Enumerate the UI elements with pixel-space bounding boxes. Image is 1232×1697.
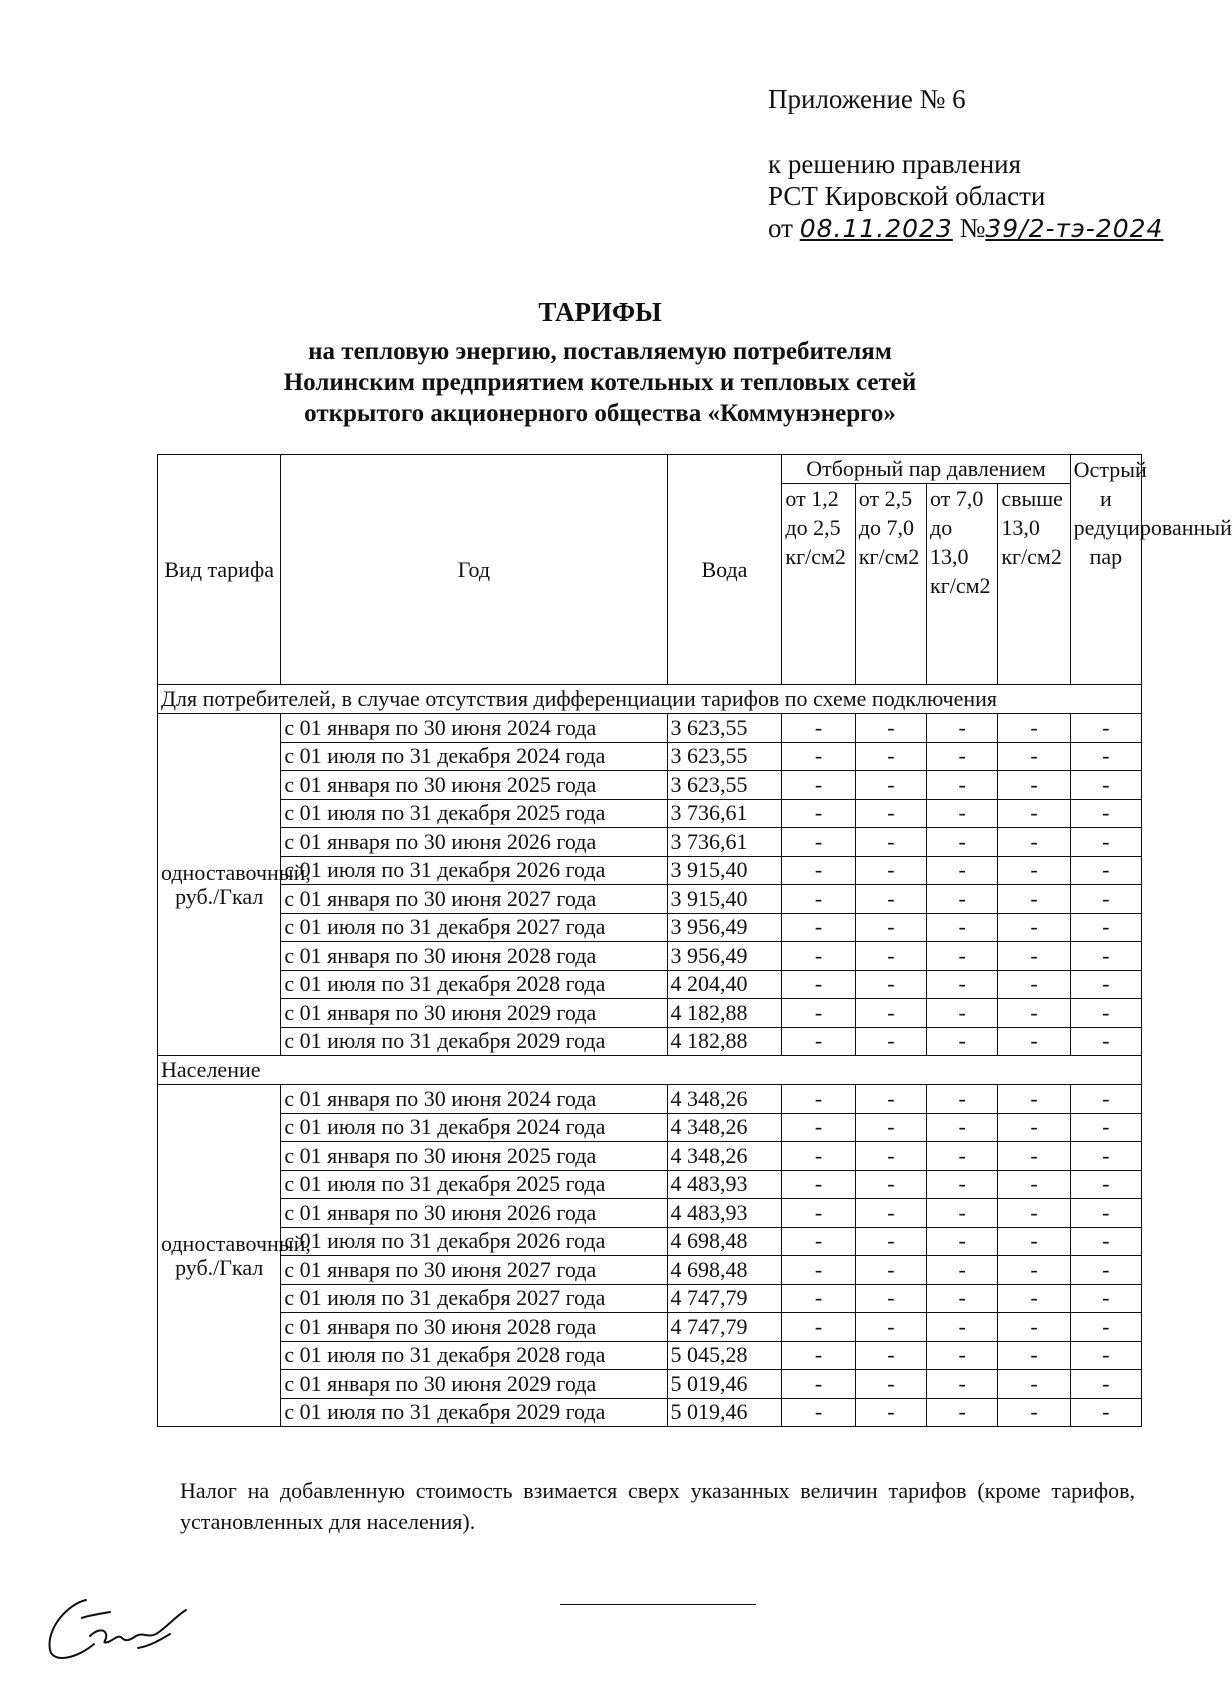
steam-3-cell: - [927, 1085, 998, 1114]
period-cell: с 01 января по 30 июня 2028 года [281, 1313, 667, 1342]
steam-3-cell: - [927, 942, 998, 971]
section-title: Для потребителей, в случае отсутствия дифференциации тарифов по схеме подключения [158, 685, 1142, 714]
steam-4-cell: - [998, 1227, 1070, 1256]
steam-1-cell: - [782, 942, 855, 971]
period-cell: с 01 января по 30 июня 2026 года [281, 828, 667, 857]
steam-1-cell: - [782, 1085, 855, 1114]
steam-2-cell: - [855, 714, 926, 743]
sharp-steam-cell: - [1070, 1284, 1141, 1313]
sharp-steam-cell: - [1070, 742, 1141, 771]
steam-2-cell: - [855, 856, 926, 885]
sharp-steam-cell: - [1070, 1256, 1141, 1285]
steam-3-cell: - [927, 1284, 998, 1313]
document-subtitle-line-1: на тепловую энергию, поставляемую потребителям [308, 338, 892, 365]
signature-line [560, 1604, 756, 1605]
period-cell: с 01 июля по 31 декабря 2024 года [281, 1113, 667, 1142]
period-cell: с 01 июля по 31 декабря 2026 года [281, 856, 667, 885]
signature-scribble [38, 1588, 208, 1668]
steam-1-cell: - [782, 1256, 855, 1285]
sharp-steam-cell: - [1070, 1227, 1141, 1256]
steam-4-cell: - [998, 771, 1070, 800]
sharp-steam-cell: - [1070, 999, 1141, 1028]
steam-2-cell: - [855, 742, 926, 771]
water-value-cell: 3 915,40 [667, 856, 782, 885]
water-value-cell: 4 182,88 [667, 1027, 782, 1056]
table-row [158, 1170, 1142, 1199]
steam-3-cell: - [927, 771, 998, 800]
steam-1-cell: - [782, 1313, 855, 1342]
sharp-steam-cell: - [1070, 714, 1141, 743]
steam-3-cell: - [927, 856, 998, 885]
steam-3-cell: - [927, 913, 998, 942]
steam-4-cell: - [998, 1284, 1070, 1313]
period-cell: с 01 января по 30 июня 2029 года [281, 1370, 667, 1399]
table-row [158, 1085, 1142, 1114]
period-cell: с 01 июля по 31 декабря 2027 года [281, 1284, 667, 1313]
table-row [158, 1398, 1142, 1427]
table-row [158, 742, 1142, 771]
vat-note: Налог на добавленную стоимость взимается сверх указанных величин тарифов (кроме тарифов, установленных для населения). [180, 1478, 1135, 1534]
sharp-steam-cell: - [1070, 1085, 1141, 1114]
section-row [158, 685, 1142, 714]
document-subtitle-line-2: Нолинским предприятием котельных и тепловых сетей [283, 369, 917, 396]
steam-3-cell: - [927, 1227, 998, 1256]
steam-2-cell: - [855, 1284, 926, 1313]
period-cell: с 01 июля по 31 декабря 2025 года [281, 1170, 667, 1199]
sharp-steam-cell: - [1070, 1199, 1141, 1228]
tariff-table [157, 454, 1232, 1427]
document-title: ТАРИФЫ [538, 297, 662, 327]
water-value-cell: 3 623,55 [667, 714, 782, 743]
steam-4-cell: - [998, 1027, 1070, 1056]
sharp-steam-cell: - [1070, 1313, 1141, 1342]
steam-4-cell: - [998, 742, 1070, 771]
table-row [158, 1199, 1142, 1228]
period-cell: с 01 января по 30 июня 2025 года [281, 1142, 667, 1171]
steam-1-cell: - [782, 742, 855, 771]
steam-3-cell: - [927, 1341, 998, 1370]
water-value-cell: 3 956,49 [667, 942, 782, 971]
steam-3-cell: - [927, 1142, 998, 1171]
period-cell: с 01 июля по 31 декабря 2028 года [281, 970, 667, 999]
water-value-cell: 4 204,40 [667, 970, 782, 999]
steam-1-cell: - [782, 885, 855, 914]
steam-1-cell: - [782, 970, 855, 999]
steam-4-cell: - [998, 1256, 1070, 1285]
steam-1-cell: - [782, 1370, 855, 1399]
steam-2-cell: - [855, 1170, 926, 1199]
header-steam-1-2-to-2-5: от 1,2 до 2,5 кг/см2 [782, 484, 855, 685]
steam-1-cell: - [782, 1398, 855, 1427]
water-value-cell: 3 915,40 [667, 885, 782, 914]
period-cell: с 01 июля по 31 декабря 2029 года [281, 1398, 667, 1427]
period-cell: с 01 января по 30 июня 2026 года [281, 1199, 667, 1228]
steam-4-cell: - [998, 1341, 1070, 1370]
steam-3-cell: - [927, 999, 998, 1028]
table-row [158, 714, 1142, 743]
steam-3-cell: - [927, 714, 998, 743]
steam-3-cell: - [927, 1256, 998, 1285]
water-value-cell: 5 019,46 [667, 1370, 782, 1399]
steam-4-cell: - [998, 999, 1070, 1028]
steam-4-cell: - [998, 1085, 1070, 1114]
steam-3-cell: - [927, 885, 998, 914]
water-value-cell: 4 698,48 [667, 1256, 782, 1285]
steam-4-cell: - [998, 856, 1070, 885]
appendix-date-number [768, 212, 1163, 245]
period-cell: с 01 июля по 31 декабря 2029 года [281, 1027, 667, 1056]
steam-1-cell: - [782, 1341, 855, 1370]
period-cell: с 01 июля по 31 декабря 2024 года [281, 742, 667, 771]
sharp-steam-cell: - [1070, 913, 1141, 942]
period-cell: с 01 июля по 31 декабря 2025 года [281, 799, 667, 828]
water-value-cell: 4 747,79 [667, 1313, 782, 1342]
water-value-cell: 4 747,79 [667, 1284, 782, 1313]
header-year: Год [281, 455, 667, 685]
water-value-cell: 3 623,55 [667, 742, 782, 771]
table-row [158, 1113, 1142, 1142]
steam-4-cell: - [998, 799, 1070, 828]
table-row [158, 970, 1142, 999]
period-cell: с 01 января по 30 июня 2027 года [281, 1256, 667, 1285]
header-sharp-steam: Острый и редуцированный пар [1070, 455, 1141, 685]
water-value-cell: 4 483,93 [667, 1199, 782, 1228]
table-row [158, 799, 1142, 828]
steam-2-cell: - [855, 771, 926, 800]
sharp-steam-cell: - [1070, 799, 1141, 828]
steam-1-cell: - [782, 1170, 855, 1199]
period-cell: с 01 января по 30 июня 2029 года [281, 999, 667, 1028]
steam-4-cell: - [998, 1142, 1070, 1171]
steam-4-cell: - [998, 913, 1070, 942]
steam-2-cell: - [855, 1027, 926, 1056]
steam-1-cell: - [782, 913, 855, 942]
steam-4-cell: - [998, 942, 1070, 971]
steam-1-cell: - [782, 856, 855, 885]
steam-1-cell: - [782, 1027, 855, 1056]
steam-4-cell: - [998, 1313, 1070, 1342]
sharp-steam-cell: - [1070, 885, 1141, 914]
steam-4-cell: - [998, 1113, 1070, 1142]
sharp-steam-cell: - [1070, 1398, 1141, 1427]
tariff-kind-cell: одноставочный, руб./Гкал [158, 1085, 281, 1427]
steam-2-cell: - [855, 1199, 926, 1228]
steam-2-cell: - [855, 1113, 926, 1142]
steam-2-cell: - [855, 1256, 926, 1285]
steam-4-cell: - [998, 1370, 1070, 1399]
water-value-cell: 4 483,93 [667, 1170, 782, 1199]
steam-4-cell: - [998, 885, 1070, 914]
steam-4-cell: - [998, 828, 1070, 857]
water-value-cell: 4 698,48 [667, 1227, 782, 1256]
signature [38, 1588, 208, 1673]
water-value-cell: 4 182,88 [667, 999, 782, 1028]
period-cell: с 01 января по 30 июня 2024 года [281, 1085, 667, 1114]
sharp-steam-cell: - [1070, 942, 1141, 971]
period-cell: с 01 июля по 31 декабря 2026 года [281, 1227, 667, 1256]
table-row [158, 1142, 1142, 1171]
table-row [158, 1256, 1142, 1285]
header-water: Вода [667, 455, 782, 685]
steam-2-cell: - [855, 828, 926, 857]
appendix-decision-line: к решению правления [768, 149, 1022, 179]
steam-1-cell: - [782, 828, 855, 857]
steam-4-cell: - [998, 1398, 1070, 1427]
steam-1-cell: - [782, 1227, 855, 1256]
steam-3-cell: - [927, 970, 998, 999]
steam-3-cell: - [927, 828, 998, 857]
appendix-organization: РСТ Кировской области [768, 181, 1046, 211]
header-selected-steam: Отборный пар давлением [782, 455, 1070, 484]
steam-3-cell: - [927, 1027, 998, 1056]
steam-3-cell: - [927, 1199, 998, 1228]
period-cell: с 01 января по 30 июня 2028 года [281, 942, 667, 971]
table-row [158, 885, 1142, 914]
steam-1-cell: - [782, 1142, 855, 1171]
period-cell: с 01 января по 30 июня 2027 года [281, 885, 667, 914]
period-cell: с 01 июля по 31 декабря 2028 года [281, 1341, 667, 1370]
steam-3-cell: - [927, 1170, 998, 1199]
steam-3-cell: - [927, 1313, 998, 1342]
section-row [158, 1056, 1142, 1085]
steam-2-cell: - [855, 885, 926, 914]
steam-3-cell: - [927, 1113, 998, 1142]
steam-2-cell: - [855, 942, 926, 971]
header-steam-2-5-to-7-0: от 2,5 до 7,0 кг/см2 [855, 484, 926, 685]
steam-1-cell: - [782, 1113, 855, 1142]
table-row [158, 999, 1142, 1028]
period-cell: с 01 января по 30 июня 2025 года [281, 771, 667, 800]
steam-2-cell: - [855, 1085, 926, 1114]
sharp-steam-cell: - [1070, 856, 1141, 885]
table-row [158, 828, 1142, 857]
steam-4-cell: - [998, 970, 1070, 999]
header-tariff-kind: Вид тарифа [158, 455, 281, 685]
table-row [158, 1313, 1142, 1342]
steam-4-cell: - [998, 714, 1070, 743]
section-title: Население [158, 1056, 1142, 1085]
table-row [158, 1027, 1142, 1056]
steam-1-cell: - [782, 999, 855, 1028]
steam-4-cell: - [998, 1170, 1070, 1199]
sharp-steam-cell: - [1070, 1113, 1141, 1142]
steam-2-cell: - [855, 1227, 926, 1256]
water-value-cell: 3 956,49 [667, 913, 782, 942]
steam-3-cell: - [927, 1370, 998, 1399]
steam-1-cell: - [782, 714, 855, 743]
appendix-title: Приложение № 6 [768, 84, 966, 114]
table-row [158, 942, 1142, 971]
steam-4-cell: - [998, 1199, 1070, 1228]
tariff-kind-cell: одноставочный, руб./Гкал [158, 714, 281, 1056]
period-cell: с 01 января по 30 июня 2024 года [281, 714, 667, 743]
water-value-cell: 4 348,26 [667, 1142, 782, 1171]
table-row [158, 1341, 1142, 1370]
steam-2-cell: - [855, 999, 926, 1028]
steam-1-cell: - [782, 1199, 855, 1228]
water-value-cell: 3 736,61 [667, 828, 782, 857]
date-prefix: от [768, 213, 793, 243]
steam-3-cell: - [927, 799, 998, 828]
water-value-cell: 5 045,28 [667, 1341, 782, 1370]
steam-2-cell: - [855, 1313, 926, 1342]
handwritten-date: 08.11.2023 [799, 214, 953, 243]
table-row [158, 1227, 1142, 1256]
number-prefix: № [959, 213, 986, 243]
table-row [158, 913, 1142, 942]
water-value-cell: 4 348,26 [667, 1085, 782, 1114]
table-row [158, 856, 1142, 885]
water-value-cell: 4 348,26 [667, 1113, 782, 1142]
handwritten-number: 39/2-тэ-2024 [985, 214, 1164, 243]
header-steam-over-13-0: свыше 13,0 кг/см2 [998, 484, 1070, 685]
table-row [158, 1370, 1142, 1399]
steam-3-cell: - [927, 1398, 998, 1427]
steam-1-cell: - [782, 771, 855, 800]
sharp-steam-cell: - [1070, 1370, 1141, 1399]
period-cell: с 01 июля по 31 декабря 2027 года [281, 913, 667, 942]
steam-1-cell: - [782, 1284, 855, 1313]
water-value-cell: 3 736,61 [667, 799, 782, 828]
sharp-steam-cell: - [1070, 771, 1141, 800]
steam-2-cell: - [855, 970, 926, 999]
document-subtitle-line-3: открытого акционерного общества «Коммунэнерго» [304, 400, 896, 427]
sharp-steam-cell: - [1070, 1142, 1141, 1171]
steam-1-cell: - [782, 799, 855, 828]
sharp-steam-cell: - [1070, 970, 1141, 999]
header-steam-7-0-to-13-0: от 7,0 до 13,0 кг/см2 [927, 484, 998, 685]
table-row [158, 771, 1142, 800]
sharp-steam-cell: - [1070, 1170, 1141, 1199]
steam-2-cell: - [855, 1398, 926, 1427]
steam-2-cell: - [855, 1341, 926, 1370]
table-row [158, 1284, 1142, 1313]
sharp-steam-cell: - [1070, 1341, 1141, 1370]
sharp-steam-cell: - [1070, 828, 1141, 857]
steam-2-cell: - [855, 799, 926, 828]
sharp-steam-cell: - [1070, 1027, 1141, 1056]
steam-2-cell: - [855, 913, 926, 942]
steam-3-cell: - [927, 742, 998, 771]
water-value-cell: 3 623,55 [667, 771, 782, 800]
water-value-cell: 5 019,46 [667, 1398, 782, 1427]
steam-2-cell: - [855, 1142, 926, 1171]
steam-2-cell: - [855, 1370, 926, 1399]
